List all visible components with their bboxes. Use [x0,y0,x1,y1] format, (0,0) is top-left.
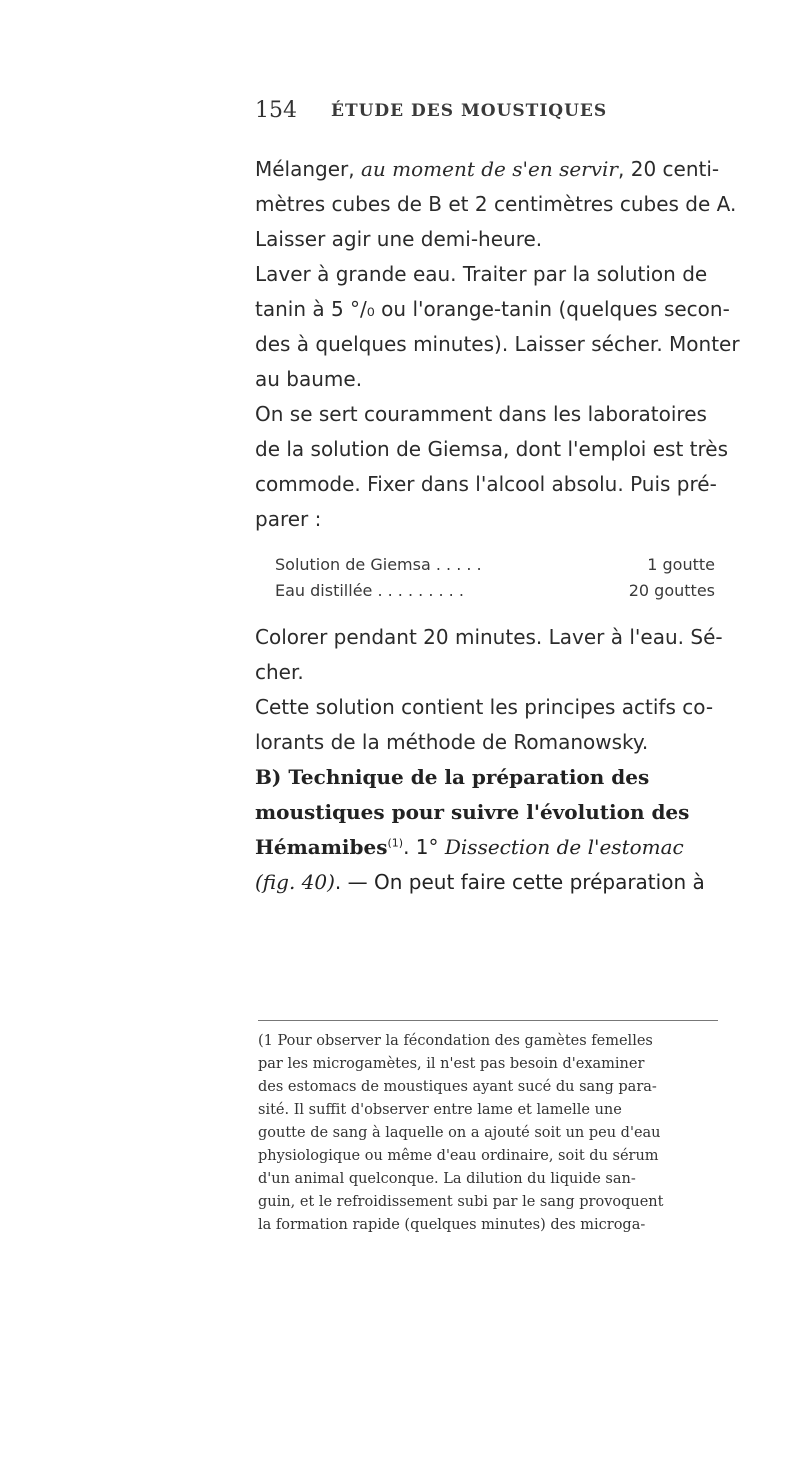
text-span: . — On peut faire cette préparation à [334,870,705,894]
footnote-line: guin, et le refroidissement subi par le sang provoquent [258,1194,664,1210]
text-span: , 20 centi- [618,157,720,181]
footnote-line: sité. Il suffit d'observer entre lame et lamelle une [258,1102,622,1118]
text-line: Colorer pendant 20 minutes. Laver à l'eau. Sé- [255,625,723,649]
footnote-ref: (1) [387,836,404,850]
recipe-quantity: 1 goutte [647,555,715,574]
footnote-line: par les microgamètes, il n'est pas besoin d'examiner [258,1056,645,1072]
recipe-list [275,552,715,604]
text-line [255,152,725,187]
footnote-line: goutte de sang à laquelle on a ajouté soit un peu d'eau [258,1125,661,1141]
page-number: 154 [255,98,297,123]
recipe-ingredient: Eau distillée . . . . . . . . . [275,581,464,600]
recipe-row [275,578,715,604]
text-line: lorants de la méthode de Romanowsky. [255,730,649,754]
text-line: Laisser agir une demi-heure. [255,227,543,251]
paragraph-mix [255,152,740,397]
text-line: commode. Fixer dans l'alcool absolu. Puis pré- [255,472,717,496]
section-b-heading [255,760,725,900]
heading-line [255,865,725,900]
text-line: tanin à 5 °/₀ ou l'orange-tanin (quelques secon- [255,297,730,321]
text-span: . 1° [403,835,445,859]
footnote-line: physiologique ou même d'eau ordinaire, soit du sérum [258,1148,659,1164]
footnote-line: des estomacs de moustiques ayant sucé du sang para- [258,1079,657,1095]
recipe-quantity: 20 gouttes [628,581,715,600]
bold-span: Hémamibes [255,835,388,859]
recipe-ingredient: Solution de Giemsa . . . . . [275,555,482,574]
footnote-line: (1 Pour observer la fécondation des gamètes femelles [258,1033,653,1049]
text-span: Mélanger, [255,157,361,181]
paragraph-colorer [255,620,725,690]
paragraph-cette-solution [255,690,725,760]
italic-span: au moment de s'en servir [361,157,618,181]
heading-line: moustiques pour suivre l'évolution des [255,800,690,824]
footnote-line: d'un animal quelconque. La dilution du liquide san- [258,1171,636,1187]
text-line: cher. [255,660,304,684]
text-line: mètres cubes de B et 2 centimètres cubes de A. [255,192,737,216]
page-header [255,98,715,128]
text-line: On se sert couramment dans les laboratoires [255,402,707,426]
text-line: parer : [255,507,322,531]
recipe-row [275,552,715,578]
text-line: des à quelques minutes). Laisser sécher. Monter [255,332,740,356]
text-line: de la solution de Giemsa, dont l'emploi est très [255,437,728,461]
heading-line [255,830,725,865]
text-line: au baume. [255,367,363,391]
heading-line: B) Technique de la préparation des [255,765,650,789]
italic-span: (fig. 40) [255,870,335,894]
footnote-line: la formation rapide (quelques minutes) des microga- [258,1217,646,1233]
text-line: Cette solution contient les principes actifs co- [255,695,714,719]
italic-span: Dissection de l'estomac [444,835,684,859]
running-title: ÉTUDE DES MOUSTIQUES [331,101,608,121]
paragraph-giemsa [255,397,728,537]
text-line: Laver à grande eau. Traiter par la solution de [255,262,708,286]
footnote-divider [258,1020,718,1021]
footnote [258,1030,718,1237]
